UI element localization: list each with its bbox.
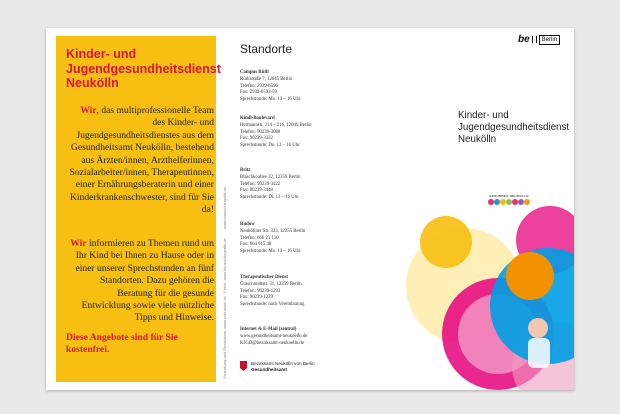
logo-be: be xyxy=(517,34,530,45)
location-block xyxy=(240,168,398,202)
cover-panel xyxy=(402,28,574,390)
locations-panel xyxy=(240,28,398,390)
location-block xyxy=(240,116,398,150)
location-line: Sprechstunde: Di. 13 – 16 Uhr xyxy=(240,195,299,201)
location-line: Rütlistraße 7, 12045 Berlin xyxy=(240,76,293,82)
berlin-logo xyxy=(518,34,560,45)
lead-word: Wir xyxy=(70,238,87,249)
cover-title-line: Kinder- und xyxy=(458,110,509,121)
cover-title xyxy=(458,110,570,146)
badge-dots xyxy=(488,199,530,205)
location-block xyxy=(240,70,398,104)
location-line: Blaschkoallee 32, 12359 Berlin xyxy=(240,174,301,180)
contact-block xyxy=(240,327,307,347)
colored-circles-graphic xyxy=(402,28,574,390)
location-line: Telefon: 90239-3088 xyxy=(240,129,281,135)
location-line: Fax: 2939-6593-59 xyxy=(240,90,277,96)
logo-berlin: Berlin xyxy=(539,35,560,45)
intro-paragraph-topics xyxy=(66,238,214,325)
intro-title-line: Kinder- und xyxy=(66,47,137,61)
intro-paragraph-team xyxy=(66,105,214,217)
location-line: Fax: 664 615 48 xyxy=(240,242,272,248)
location-line: Fax: 90239-3448 xyxy=(240,188,273,194)
intro-panel xyxy=(56,36,221,382)
location-line: Neuköllner Str. 333, 12355 Berlin xyxy=(240,228,306,234)
intro-title-line: Jugendgesundheitsdienst xyxy=(66,61,221,76)
location-line: Fax: 90239-3322 xyxy=(240,136,273,142)
paragraph-text: , das multiprofessionelle Team des Kinder- und Jugendgesundheitsdienstes aus dem Gesundheitsamt Neukölln, bestehend aus Ärzten/innen, Arzthelferinnen, Sozialarbeiter/innen, Therapeutinnen, einer Ernährungsberaterin und einer Kinderkrankenschwester, sind für Sie da! xyxy=(69,105,214,216)
credit-design: Gestaltung und Realisation: www.zebrasoul.de · Fotos: www.fotosuchegrafik.de xyxy=(222,238,227,379)
email-link[interactable]: KJGD@bezirksamt-neukoelln.de xyxy=(240,340,304,346)
intro-title-line: Neukölln xyxy=(66,76,119,90)
location-name: Rudow xyxy=(240,222,255,227)
intro-title xyxy=(66,47,221,91)
district-office-text xyxy=(251,361,315,372)
location-line: Sprechstunde: Mo. 13 – 16 Uhr xyxy=(240,97,301,103)
location-line: Fax: 90239-1229 xyxy=(240,295,273,301)
location-line: Hermannstr. 214 – 216, 12049 Berlin xyxy=(240,122,312,128)
design-credit xyxy=(222,179,227,379)
free-offer-note: Diese Angebote sind für Sie kostenfrei. xyxy=(66,332,178,356)
location-line: Sprechstunde: Do. 13 – 16 Uhr xyxy=(240,143,300,149)
office-department: Gesundheitsamt xyxy=(251,366,287,372)
location-block xyxy=(240,222,398,256)
location-line: Sprechstunde: Mo. 13 – 16 Uhr xyxy=(240,249,301,255)
location-line: Telefon: 2939-6590 xyxy=(240,83,278,89)
lead-word: Wir xyxy=(80,105,97,116)
cover-title-line: Neukölln xyxy=(458,134,497,145)
child-figure-icon xyxy=(528,318,548,338)
location-line: Telefon: 666 21 110 xyxy=(240,235,279,241)
office-name: Bezirksamt Neukölln von Berlin xyxy=(251,361,315,366)
flyer-sheet xyxy=(46,28,574,390)
locations-heading: Standorte xyxy=(240,42,293,56)
location-name: Campus Rütli xyxy=(240,70,269,75)
location-name: Britz xyxy=(240,168,251,173)
berlin-crest-icon xyxy=(240,361,247,371)
gesundes-neukoelln-badge xyxy=(488,194,530,205)
contact-heading: Internet & E-Mail (zentral) xyxy=(240,327,297,332)
website-link[interactable]: www.gesundheitsamt-neukoelln.de xyxy=(240,333,308,339)
badge-dot xyxy=(524,199,530,205)
small-yellow-circle xyxy=(420,216,472,268)
location-name: Kindl-Boulevard xyxy=(240,116,275,121)
credit-site: www.fotosuchergafik.de xyxy=(222,186,227,230)
location-line: Telefon: 90239-1293 xyxy=(240,288,281,294)
location-line: Gutschmidtstr. 31, 12359 Berlin xyxy=(240,281,302,287)
location-block xyxy=(240,275,398,309)
brandenburg-gate-icon xyxy=(532,36,537,43)
location-line: Sprechstunde: nach Vereinbarung xyxy=(240,302,305,308)
orange-ball-icon xyxy=(506,252,554,300)
child-body-icon xyxy=(528,338,550,368)
location-line: Telefon: 90239-3422 xyxy=(240,181,281,187)
badge-label: GESUNDES NEUKÖLLN xyxy=(489,194,529,198)
district-office-logo xyxy=(240,361,315,372)
paragraph-text: informieren zu Themen rund um Ihr Kind bei Ihnen zu Hause oder in einer unserer Sprechstunden an fünf Standorten. Dazu gehören die Beratung für die gesunde Entwicklung sowie viele nützliche Tipps und Hinweise. xyxy=(75,238,214,324)
location-name: Therapeutischer Dienst xyxy=(240,275,289,280)
cover-title-line: Jugendgesundheitsdienst xyxy=(458,122,570,133)
